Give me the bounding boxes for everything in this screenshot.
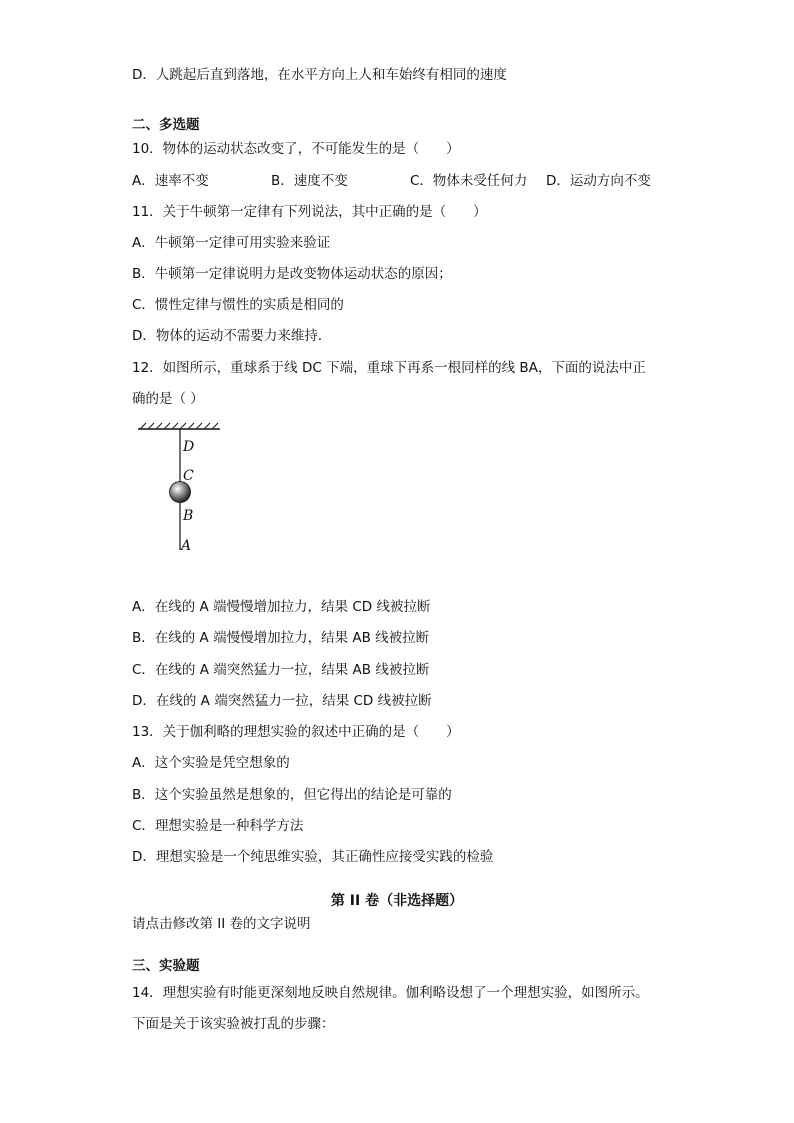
- q10-options: [132, 172, 672, 190]
- q9-option-d: D．人跳起后直到落地，在水平方向上人和车始终有相同的速度: [132, 67, 507, 83]
- q12-option-c: C．在线的 A 端突然猛力一拉，结果 AB 线被拉断: [132, 662, 430, 678]
- q10-option-a: A．速率不变: [132, 173, 209, 189]
- q11-option-a: A．牛顿第一定律可用实验来验证: [132, 235, 331, 251]
- q12-stem-line2: 确的是（ ）: [132, 391, 204, 407]
- label-b: B: [183, 508, 194, 524]
- label-c: C: [183, 468, 194, 484]
- section2-heading: 二、多选题: [132, 117, 200, 133]
- section3-heading: 三、实验题: [132, 958, 200, 974]
- q13-option-c: C．理想实验是一种科学方法: [132, 818, 304, 834]
- q14-line2: 下面是关于该实验被打乱的步骤：: [132, 1016, 335, 1032]
- q10-option-d: D．运动方向不变: [546, 173, 651, 189]
- part2-title: 第 II 卷（非选择题）: [330, 893, 464, 909]
- hanging-ball-figure: [130, 420, 230, 555]
- q11-option-c: C．惯性定律与惯性的实质是相同的: [132, 297, 344, 313]
- q10-stem: 10．物体的运动状态改变了，不可能发生的是（ ）: [132, 141, 460, 157]
- label-a: A: [181, 538, 192, 554]
- q12-option-a: A．在线的 A 端慢慢增加拉力，结果 CD 线被拉断: [132, 599, 431, 615]
- q11-option-d: D．物体的运动不需要力来维持．: [132, 328, 332, 344]
- q13-stem: 13．关于伽利略的理想实验的叙述中正确的是（ ）: [132, 724, 460, 740]
- q13-option-a: A．这个实验是凭空想象的: [132, 755, 290, 771]
- q11-option-b: B．牛顿第一定律说明力是改变物体运动状态的原因；: [132, 266, 452, 282]
- q12-option-b: B．在线的 A 端慢慢增加拉力，结果 AB 线被拉断: [132, 630, 430, 646]
- q12-option-d: D．在线的 A 端突然猛力一拉，结果 CD 线被拉断: [132, 693, 432, 709]
- q13-option-d: D．理想实验是一个纯思维实验，其正确性应接受实践的检验: [132, 849, 494, 865]
- q10-option-b: B．速度不变: [271, 173, 348, 189]
- part2-note: 请点击修改第 II 卷的文字说明: [132, 916, 311, 932]
- q11-stem: 11．关于牛顿第一定律有下列说法，其中正确的是（ ）: [132, 204, 487, 220]
- q14-line1: 14．理想实验有时能更深刻地反映自然规律。伽利略设想了一个理想实验，如图所示。: [132, 985, 649, 1001]
- ceiling-hatching: [140, 423, 218, 429]
- q13-option-b: B．这个实验虽然是想象的，但它得出的结论是可靠的: [132, 787, 452, 803]
- heavy-ball: [170, 482, 191, 503]
- q12-stem-line1: 12．如图所示，重球系于线 DC 下端，重球下再系一根同样的线 BA，下面的说法中正: [132, 360, 646, 376]
- label-d: D: [183, 439, 195, 455]
- q10-option-c: C．物体未受任何力: [410, 173, 528, 189]
